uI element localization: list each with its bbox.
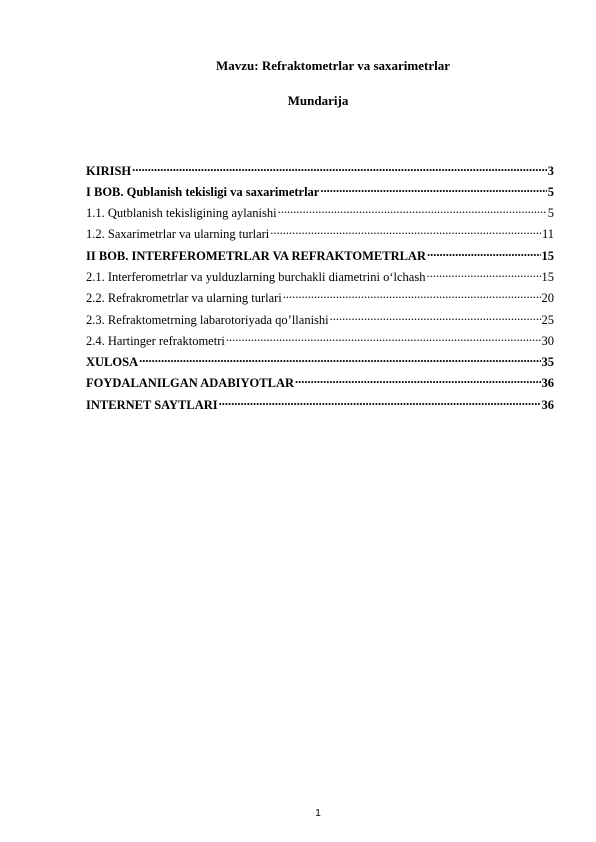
document-title: Mavzu: Refraktometrlar va saxarimetrlar (215, 58, 451, 73)
toc-entry-page: 5 (547, 184, 554, 199)
toc-entry-page: 30 (541, 333, 554, 348)
toc-entry-label: FOYDALANILGAN ADABIYOTLAR (86, 376, 295, 391)
toc-entry[interactable] (86, 311, 554, 332)
toc-entry-page: 36 (541, 397, 554, 412)
toc-leader-dots (226, 332, 541, 345)
toc-leader-dots (283, 290, 541, 303)
toc-leader-dots (278, 205, 547, 218)
toc-leader-dots (132, 162, 547, 175)
toc-entry[interactable] (86, 162, 554, 183)
toc-entry[interactable] (86, 375, 554, 396)
toc-entry-page: 5 (547, 206, 554, 221)
toc-leader-dots (295, 375, 540, 388)
toc-leader-dots (219, 396, 541, 409)
toc-leader-dots (330, 311, 541, 324)
toc-entry-label: 2.1. Interferometrlar va yulduzlarning burchakli diametrini o‘lchash (86, 269, 426, 284)
toc-leader-dots (426, 268, 540, 281)
toc-entry[interactable] (86, 354, 554, 375)
toc-entry-page: 20 (541, 291, 554, 306)
toc-entry-page: 35 (541, 355, 554, 370)
toc-leader-dots (270, 226, 541, 239)
toc-entry-page: 11 (541, 227, 554, 242)
toc-entry-label: 1.1. Qutblanish tekisligining aylanishi (86, 206, 277, 221)
toc-entry-label: 1.2. Saxarimetrlar va ularning turlari (86, 227, 270, 242)
table-of-contents (86, 162, 554, 418)
toc-entry[interactable] (86, 396, 554, 417)
page-number: 1 (315, 808, 321, 819)
toc-leader-dots (320, 183, 546, 196)
toc-entry-page: 36 (541, 376, 554, 391)
toc-entry[interactable] (86, 290, 554, 311)
toc-heading: Mundarija (287, 93, 349, 108)
toc-entry-page: 3 (547, 163, 554, 178)
toc-entry-label: II BOB. INTERFEROMETRLAR VA REFRAKTOMETRLAR (86, 248, 426, 263)
toc-entry-page: 15 (541, 269, 554, 284)
toc-entry-label: 2.2. Refrakrometrlar va ularning turlari (86, 291, 282, 306)
toc-entry[interactable] (86, 268, 554, 289)
toc-entry[interactable] (86, 247, 554, 268)
toc-entry-label: XULOSA (86, 355, 139, 370)
toc-entry[interactable] (86, 205, 554, 226)
toc-entry[interactable] (86, 183, 554, 204)
toc-entry-label: INTERNET SAYTLARI (86, 397, 218, 412)
toc-entry[interactable] (86, 332, 554, 353)
toc-leader-dots (139, 354, 540, 367)
toc-entry[interactable] (86, 226, 554, 247)
toc-entry-label: KIRISH (86, 163, 132, 178)
toc-entry-label: 2.4. Hartinger refraktometri (86, 333, 225, 348)
toc-entry-page: 25 (541, 312, 554, 327)
toc-leader-dots (427, 247, 541, 260)
toc-entry-page: 15 (541, 248, 554, 263)
toc-entry-label: I BOB. Qublanish tekisligi va saxarimetrlar (86, 184, 320, 199)
toc-entry-label: 2.3. Refraktometrning labarotoriyada qo’llanishi (86, 312, 329, 327)
